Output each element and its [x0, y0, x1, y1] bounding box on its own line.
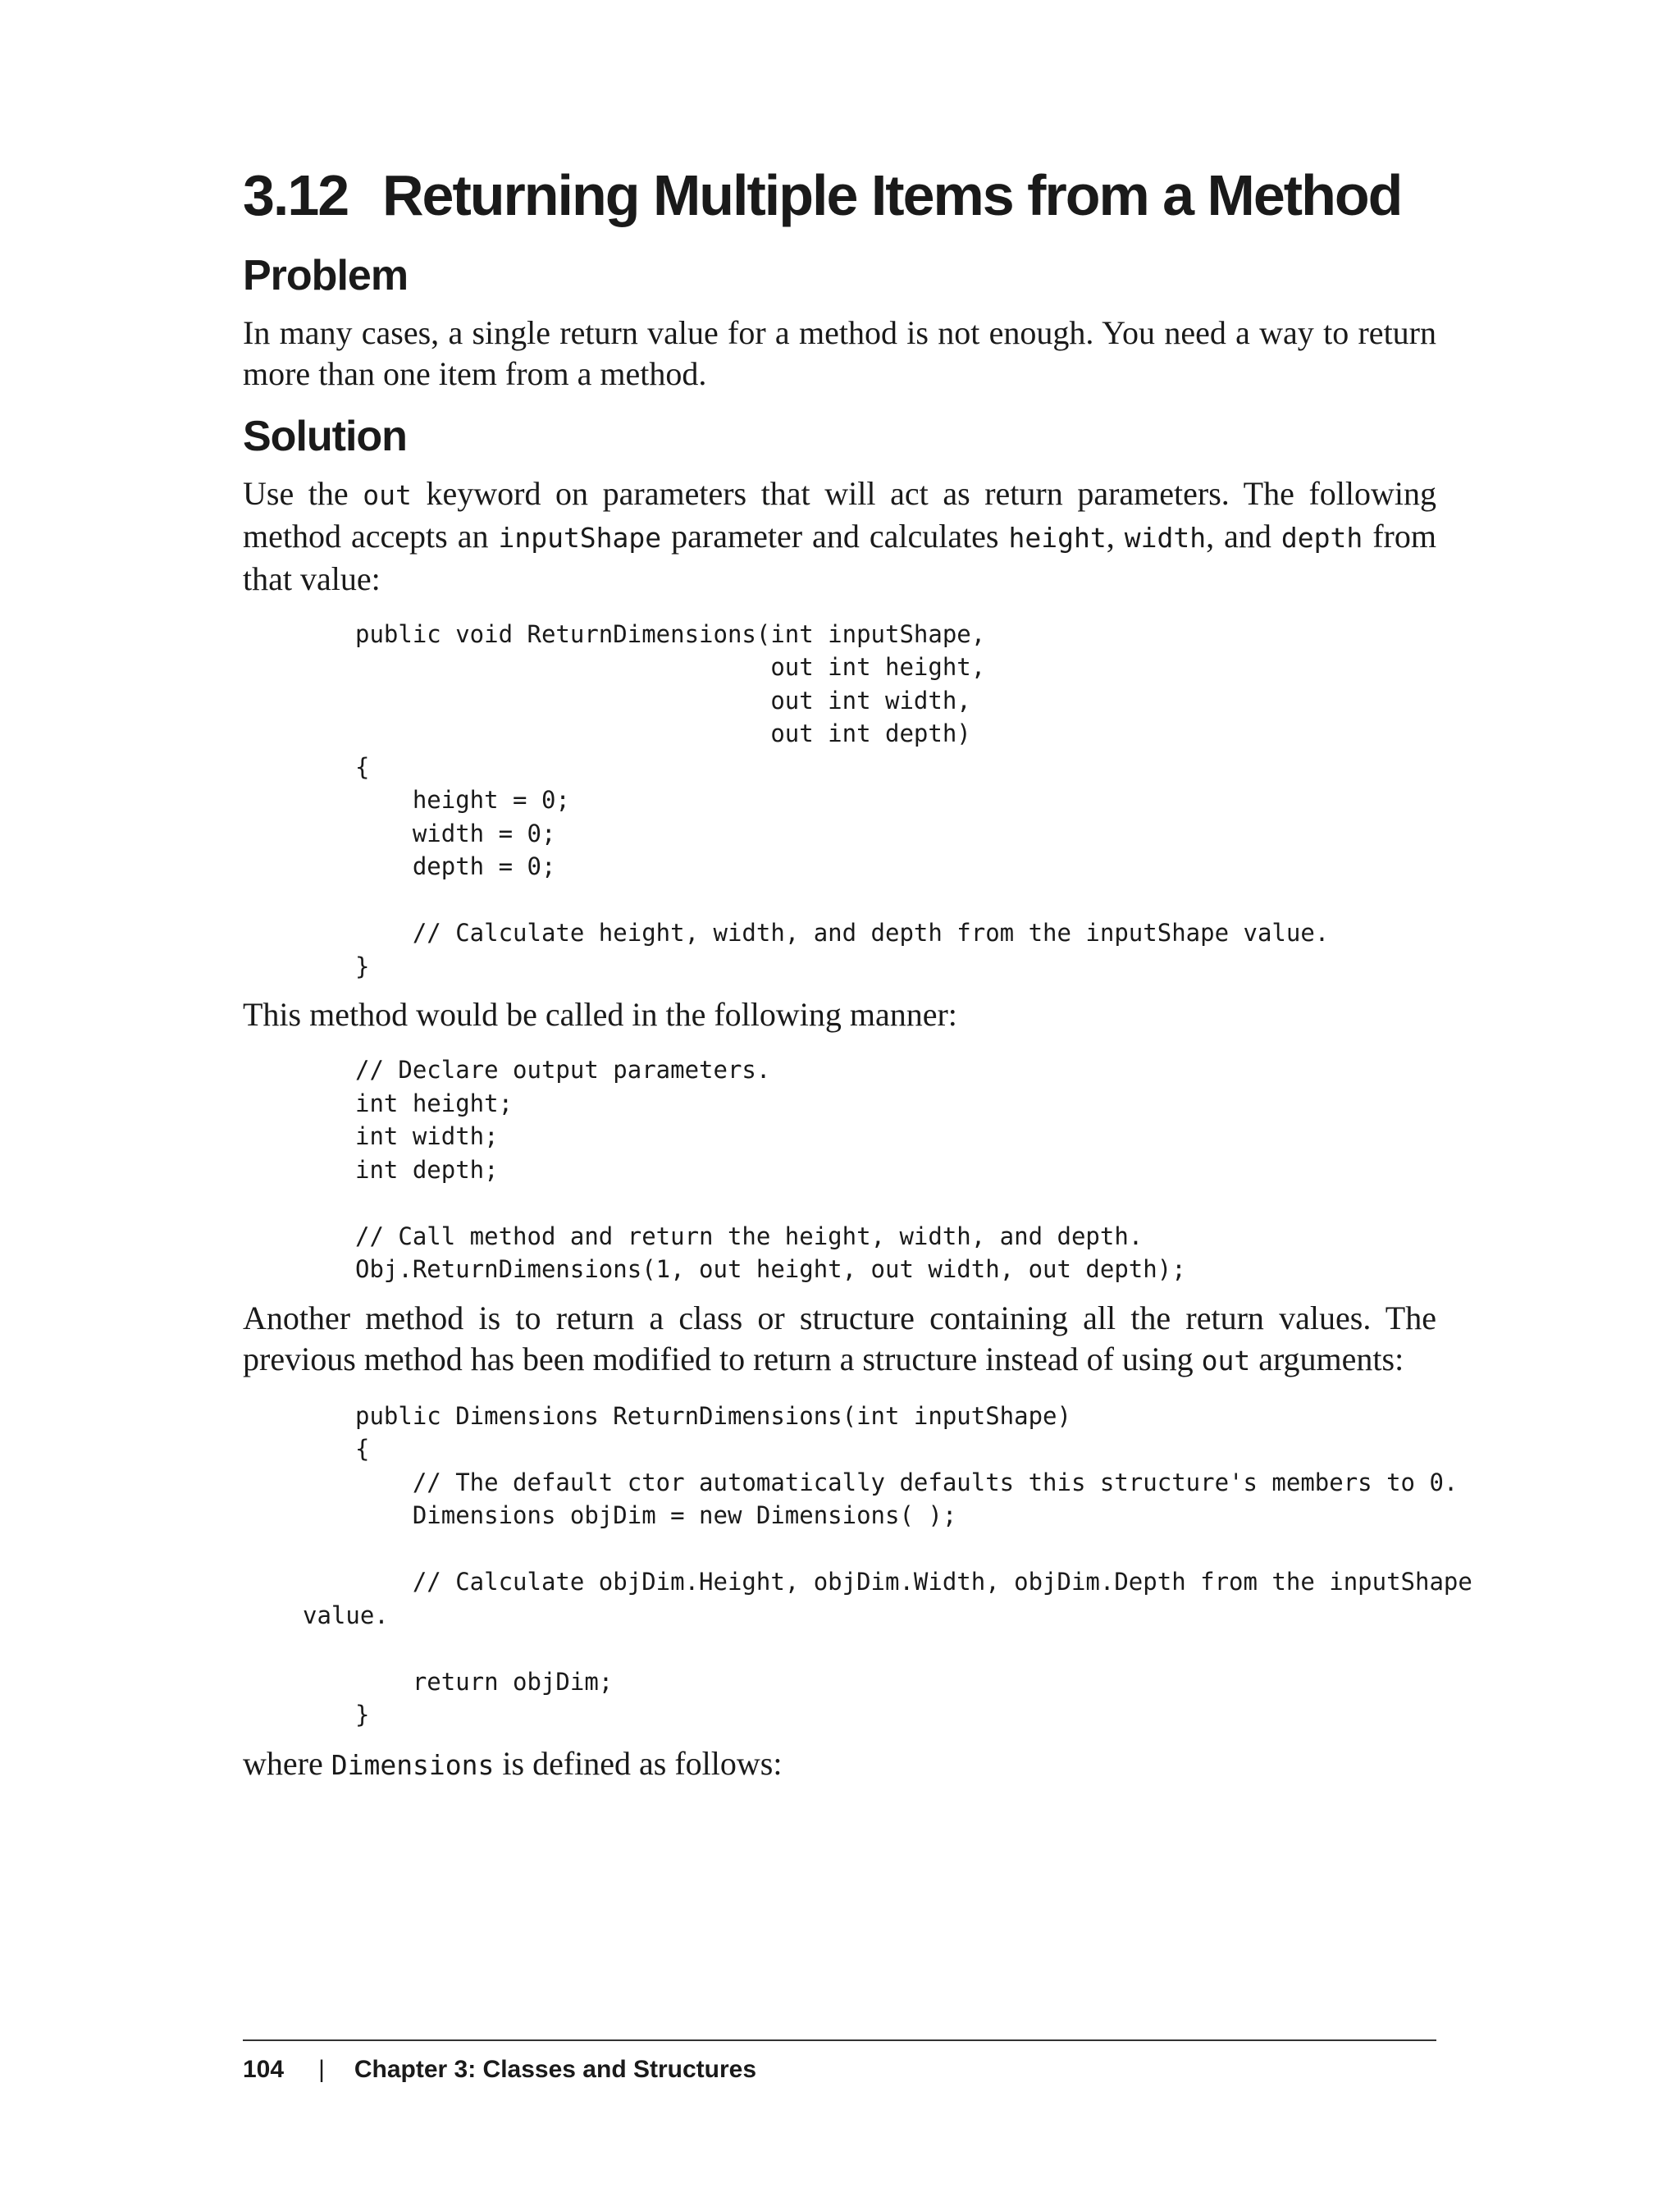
solution-paragraph-1	[243, 473, 1436, 600]
code-line: }	[355, 1701, 370, 1729]
footer-separator: |	[318, 2056, 325, 2083]
solution-heading: Solution	[243, 412, 407, 460]
solution-paragraph-2: This method would be called in the following manner:	[243, 996, 957, 1034]
code-block-return-struct	[243, 1400, 1472, 1732]
chapter-title: Chapter 3: Classes and Structures	[354, 2056, 757, 2083]
inline-code: out	[1201, 1344, 1251, 1377]
page-content	[243, 163, 1472, 1804]
code-line: return objDim;	[355, 1667, 614, 1696]
text-run: where	[243, 1744, 331, 1782]
text-run: keyword on parameters that will act as return parameters. The following method accepts an	[243, 474, 1437, 555]
page-number: 104	[243, 2056, 285, 2083]
code-line: // Calculate objDim.Height, objDim.Width, objDim.Depth from the inputShape	[355, 1568, 1472, 1596]
page-footer	[243, 2039, 1436, 2084]
solution-paragraph-3	[243, 1298, 1436, 1382]
code-block-method-call: // Declare output parameters. int height; int width; int depth; // Call method and return the height, width, and depth. Obj.ReturnDimensions(1, out height, out width, out depth);	[355, 1056, 1186, 1284]
text-run: Another method is to return a class or structure containing all the return values. The previous method has been modified to return a structure instead of using	[243, 1299, 1436, 1377]
section-number: 3.12	[243, 163, 349, 227]
code-line: Dimensions objDim = new Dimensions( );	[355, 1501, 957, 1530]
problem-heading: Problem	[243, 252, 409, 299]
text-run: ,	[1106, 517, 1125, 555]
text-run: is defined as follows:	[494, 1744, 783, 1782]
section-title	[243, 164, 1436, 227]
text-run: parameter and calculates	[661, 517, 1009, 555]
code-line: public Dimensions ReturnDimensions(int inputShape)	[355, 1401, 1071, 1430]
inline-code: height	[1008, 521, 1107, 554]
problem-text: In many cases, a single return value for a method is not enough. You need a way to return more than one item from a method.	[243, 313, 1436, 392]
inline-code: width	[1124, 521, 1207, 554]
code-line: value.	[303, 1601, 389, 1629]
solution-paragraph-4	[243, 1743, 1436, 1786]
inline-code: inputShape	[498, 521, 662, 554]
text-run: , and	[1206, 517, 1281, 555]
code-line: // The default ctor automatically defaults this structure's members to 0.	[355, 1468, 1459, 1496]
text-run: arguments:	[1250, 1340, 1404, 1377]
text-run: from that value:	[243, 517, 1436, 597]
inline-code: depth	[1281, 521, 1363, 554]
inline-code: out	[363, 478, 412, 511]
section-title-text: Returning Multiple Items from a Method	[382, 163, 1402, 227]
text-run: Use the	[243, 474, 363, 512]
code-line: {	[355, 1435, 370, 1464]
code-block-method-out-params: public void ReturnDimensions(int inputShape, out int height, out int width, out int depth) { height = 0; width = 0; depth = 0; // Calculate height, width, and depth from the inputShape value. }	[355, 619, 1330, 980]
inline-code: Dimensions	[331, 1748, 495, 1781]
